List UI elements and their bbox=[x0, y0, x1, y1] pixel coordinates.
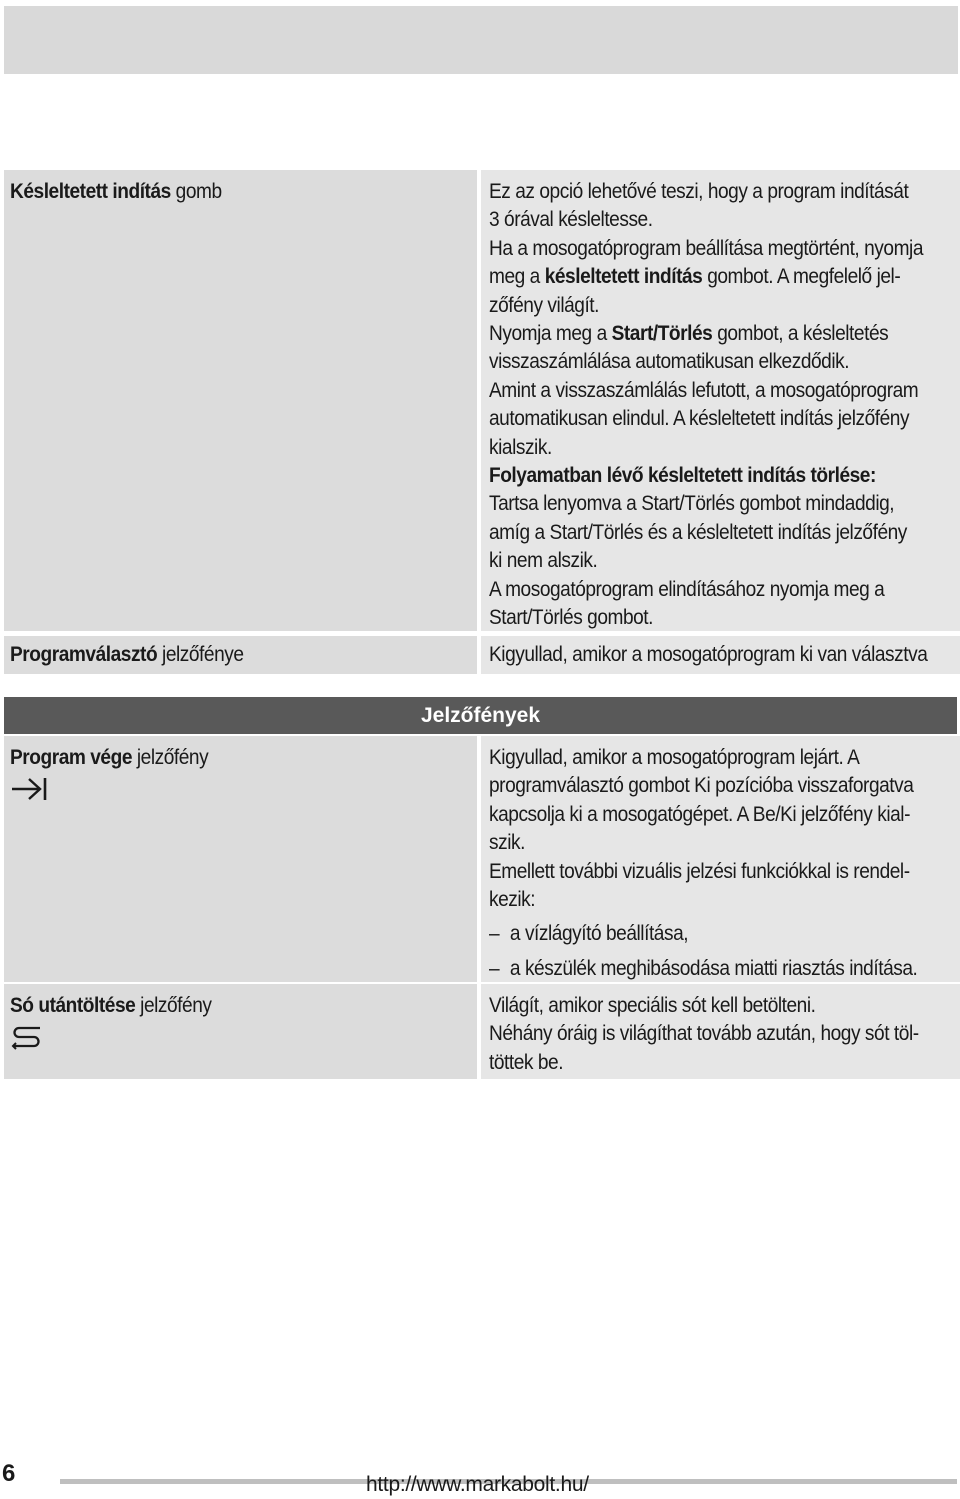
table-row-salt-refill bbox=[4, 984, 957, 1079]
footer-url-link[interactable]: http://www.markabolt.hu/ bbox=[366, 1473, 589, 1496]
row-label: Só utántöltése jelzőfény bbox=[10, 994, 212, 1017]
row-label: Késleltetett indítás gomb bbox=[10, 180, 222, 203]
row-description-cell bbox=[481, 984, 960, 1079]
description-text: Ez az opció lehetővé teszi, hogy a program indítását 3 órával késleltesse. Ha a mosogatóprogram beállítása megtörtént, nyomja meg a késleltetett indítás gombot. A megfelelő jel- zőfény világít. Nyomja meg a Start/Törlés gombot, a késleltetés visszaszámlálása automatikusan elkezdődik. Amint a visszaszámlálás lefutott, a mosogatóprogram automatikusan elindul. A késleltetett indítás jelzőfény kialszik. Folyamatban lévő késleltetett indítás törlése: Tartsa lenyomva a Start/Törlés gombot mindaddig, amíg a Start/Törlés és a késleltetett indítás jelzőfény ki nem alszik. A mosogatóprogram elindításához nyomja meg a Start/Törlés gombot. bbox=[489, 178, 944, 633]
row-label: Program vége jelzőfény bbox=[10, 746, 209, 769]
row-label-cell bbox=[4, 984, 477, 1079]
row-description-cell bbox=[481, 736, 960, 982]
program-end-icon bbox=[10, 776, 471, 802]
description-text: Kigyullad, amikor a mosogatóprogram ki van választva bbox=[489, 643, 928, 666]
list-item: – a készülék meghibásodása miatti riasztás indítása. bbox=[489, 956, 918, 980]
table-row-program-selector bbox=[4, 636, 957, 674]
list-item: – a vízlágyító beállítása, bbox=[489, 922, 689, 946]
cancel-delay-heading: Folyamatban lévő késleltetett indítás törlése: bbox=[489, 464, 876, 488]
page-number: 6 bbox=[2, 1460, 16, 1487]
row-description-cell bbox=[481, 636, 960, 674]
description-text: Világít, amikor speciális sót kell betölteni. Néhány óráig is világíthat tovább azután, hogy sót töl- töttek be. bbox=[489, 994, 919, 1074]
row-label-cell bbox=[4, 736, 477, 982]
row-label: Programválasztó jelzőfénye bbox=[10, 643, 244, 666]
section-header: Jelzőfények bbox=[4, 697, 957, 734]
row-description-cell bbox=[481, 170, 960, 631]
table-row-delayed-start bbox=[4, 170, 957, 631]
description-text: Kigyullad, amikor a mosogatóprogram lejárt. A programválasztó gombot Ki pozícióba visszaforgatva kapcsolja ki a mosogatógépet. A Be/Ki jelzőfény kial- szik. Emellett további vizuális jelzési funkciókkal is rendel- kezik: – a vízlágyító beállítása, – a készülék meghibásodása miatti riasztás indítása. bbox=[489, 744, 944, 983]
top-gray-band bbox=[4, 6, 958, 74]
table-row-program-end bbox=[4, 736, 957, 982]
row-label-cell bbox=[4, 170, 477, 631]
salt-icon bbox=[10, 1024, 471, 1050]
row-label-cell bbox=[4, 636, 477, 674]
